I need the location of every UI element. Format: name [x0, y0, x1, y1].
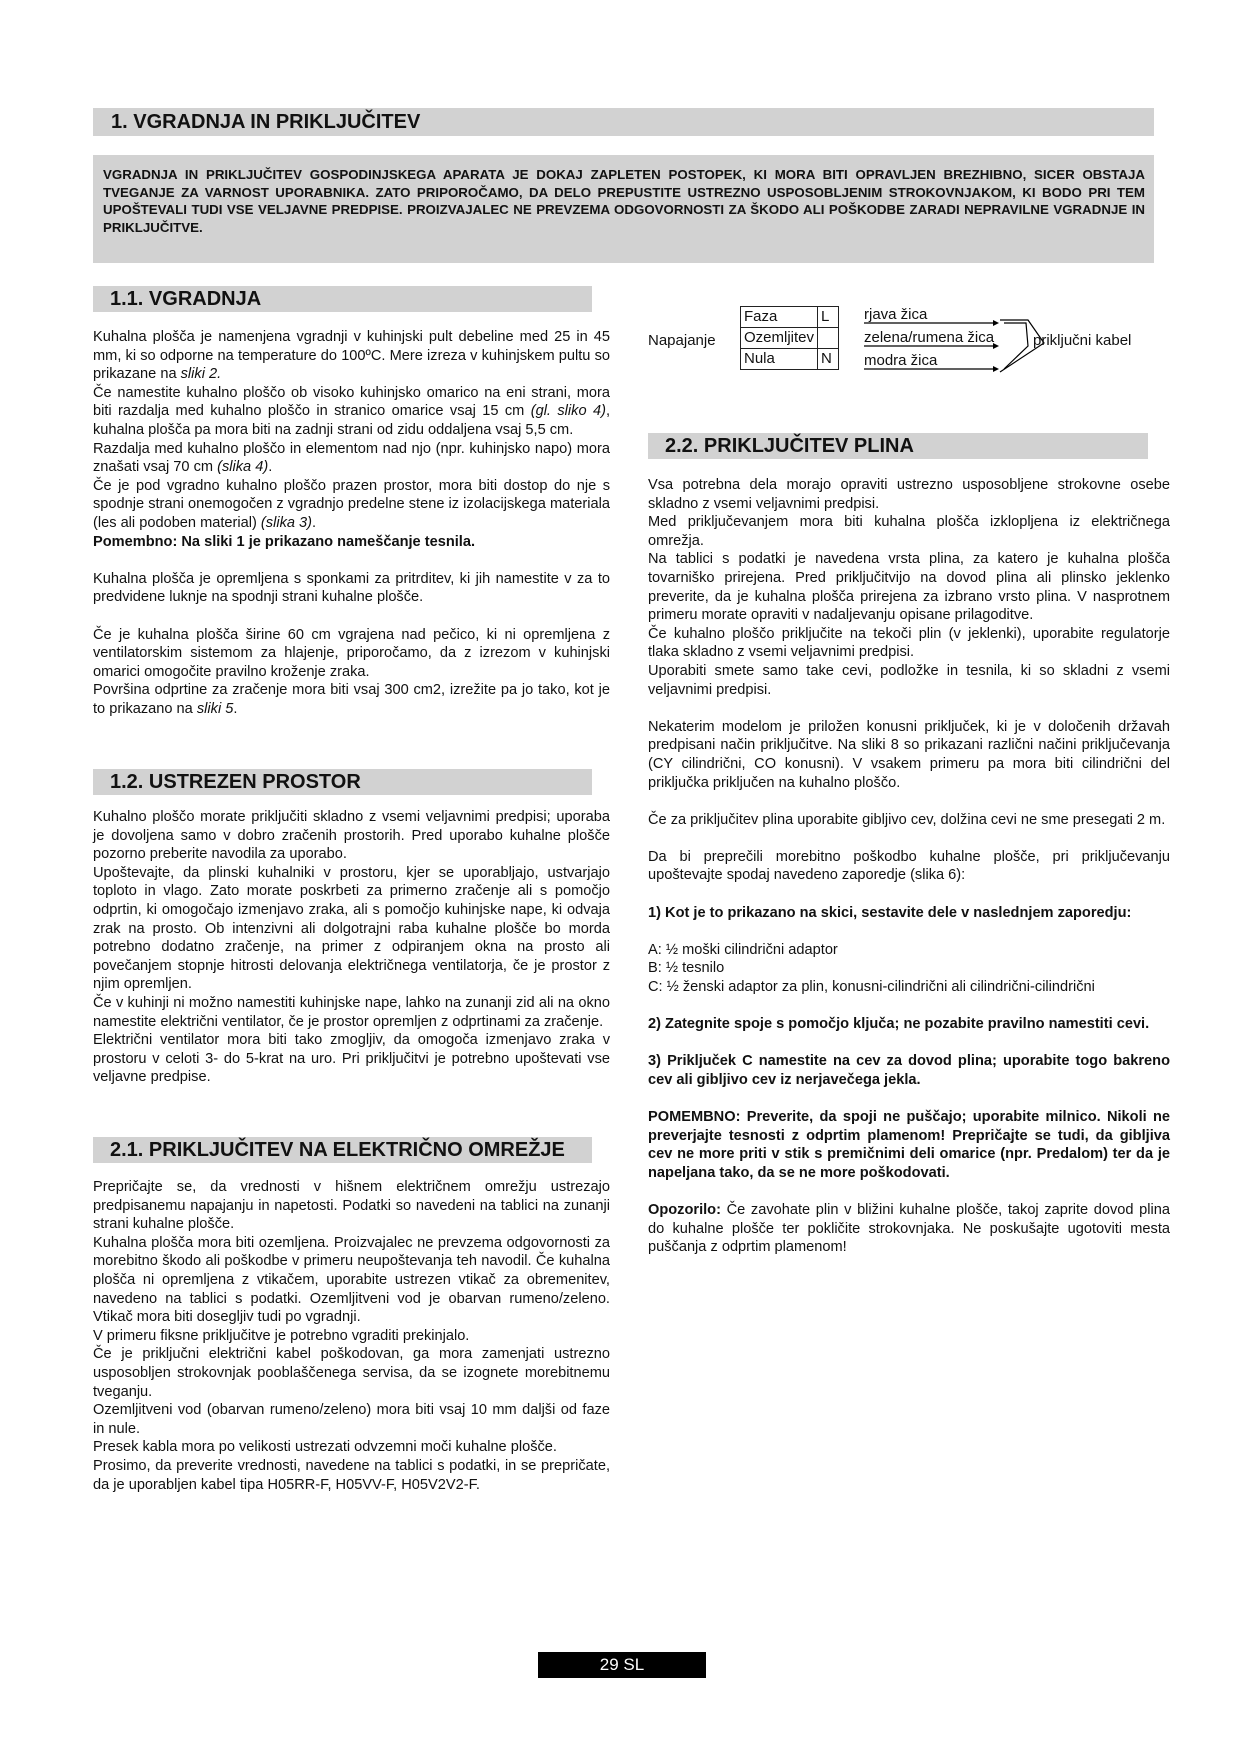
- terminal-code: [818, 328, 839, 349]
- paragraph: Površina odprtine za zračenje mora biti vsaj 300 cm2, izrežite pa jo tako, kot je to prikazano na sliki 5.: [93, 682, 610, 717]
- page-number: 29 SL: [538, 1652, 706, 1678]
- part-c: C: ½ ženski adaptor za plin, konusni-cilindrični ali cilindrični-cilindrični: [648, 979, 1095, 996]
- wiring-diagram: [648, 306, 1168, 378]
- important-note: POMEMBNO: Preverite, da spoji ne puščajo; uporabite milnico. Nikoli ne preverjajte tesnosti z odprtim plamenom! Prepričajte se tudi, da gibljiva cev ne more priti v stik s premičnimi deli omarice (npr. Predalom) ter da je napeljana tako, da se ne more poškodovati.: [648, 1109, 1170, 1181]
- paragraph: Prepričajte se, da vrednosti v hišnem električnem omrežju ustrezajo predpisanemu napajanju in napetosti. Podatki so navedeni na tablici na zunanji strani kuhalne plošče.: [93, 1179, 610, 1233]
- section-vgradnja-body: [93, 328, 610, 718]
- supply-label: Napajanje: [648, 332, 716, 349]
- paragraph: V primeru fiksne priključitve je potrebno vgraditi prekinjalo.: [93, 1327, 470, 1344]
- terminal-name: Nula: [741, 349, 818, 370]
- section-prostor-body: [93, 808, 610, 1087]
- section-plin-body: [648, 476, 1170, 1257]
- step-2: 2) Zategnite spoje s pomočjo ključa; ne pozabite pravilno namestiti cevi.: [648, 1016, 1150, 1033]
- terminal-name: Ozemljitev: [741, 328, 818, 349]
- cable-label: priključni kabel: [1033, 332, 1132, 349]
- important-note: Pomembno: Na sliki 1 je prikazano nameščanje tesnila.: [93, 533, 476, 550]
- paragraph: Kuhalno ploščo morate priključiti skladno z vsemi veljavnimi predpisi; uporaba je dovoljena samo v dobro zračenih prostorih. Pred uporabo kuhalne plošče pozorno preberite navodila za uporabo.: [93, 809, 610, 863]
- paragraph: Na tablici s podatki je navedena vrsta plina, za katero je kuhalna plošča tovarniško prirejena. Pred priključitvijo na dovod plina ali plinsko jeklenko preverite, da je kuhalna plošča prirejena za izbrano vrsto plina. V nasprotnem primeru morate opraviti v nadaljevanju opisane prilagoditve.: [648, 551, 1170, 624]
- section-elektricno-body: [93, 1178, 610, 1494]
- paragraph: Upoštevajte, da plinski kuhalniki v prostoru, kjer se uporabljajo, ustvarjajo toploto in vlago. Zato morate poskrbeti za primerno zračenje ali s pomočjo odprtin, ki omogočajo izmenjavo zraka, ali s pomočjo kuhinjske nape, ki odvaja zrak na prosto. Ob intenzivni ali dolgotrajni raba kuhalne plošče bo morda potrebno dodatno zračenje, na primer z odpiranjem okna na prosto ali povečanjem stopnje hitrosti delovanja električnega ventilatorja, če je prostor z njim opremljen.: [93, 864, 610, 993]
- terminal-row: [741, 307, 839, 328]
- paragraph: Prosimo, da preverite vrednosti, navedene na tablici s podatki, in se prepričate, da je uporabljen kabel tipa H05RR-F, H05VV-F, H05V2V2-F.: [93, 1457, 610, 1493]
- paragraph: Kuhalna plošča je opremljena s sponkami za pritrditev, ki jih namestite v za to predvidene luknje na spodnji strani kuhalne plošče.: [93, 570, 610, 606]
- wire-label: modra žica: [864, 352, 938, 369]
- section-title-prikljucitev-plina: 2.2. PRIKLJUČITEV PLINA: [648, 433, 1148, 459]
- part-b: B: ½ tesnilo: [648, 960, 725, 977]
- paragraph: Presek kabla mora po velikosti ustrezati odvzemni moči kuhalne plošče.: [93, 1439, 557, 1456]
- main-section-title: 1. VGRADNJA IN PRIKLJUČITEV: [93, 108, 1154, 136]
- paragraph: Če kuhalno ploščo priključite na tekoči plin (v jeklenki), uporabite regulatorje tlaka skladno z vsemi veljavnimi predpisi.: [648, 625, 1170, 661]
- paragraph: Če je kuhalna plošča širine 60 cm vgrajena nad pečico, ki ni opremljena z ventilatorskim sistemom za hlajenje, priporočamo, da z izrezom v kuhinjski omarici omogočite pravilno kroženje zraka.: [93, 626, 610, 680]
- paragraph: Razdalja med kuhalno ploščo in elementom nad njo (npr. kuhinjsko napo) mora znašati vsaj 70 cm (slika 4).: [93, 440, 610, 476]
- paragraph: Vsa potrebna dela morajo opraviti ustrezno usposobljene strokovne osebe skladno z vsemi veljavnimi predpisi.: [648, 477, 1170, 512]
- step-3: 3) Priključek C namestite na cev za dovod plina; uporabite togo bakreno cev ali gibljivo cev iz nerjavečega jekla.: [648, 1053, 1170, 1088]
- paragraph: Ozemljitveni vod (obarvan rumeno/zeleno) mora biti vsaj 10 mm daljši od faze in nule.: [93, 1402, 610, 1437]
- paragraph: Nekaterim modelom je priložen konusni priključek, ki je v določenih državah predpisani način priključitve. Na sliki 8 so prikazani različni načini priključevanja (CY cilindrični, CO konusni). V vsakem primeru pa mora biti cilindrični del priključka priključen na kuhalno ploščo.: [648, 718, 1170, 791]
- section-title-ustrezen-prostor: 1.2. USTREZEN PROSTOR: [93, 769, 592, 795]
- step-1: 1) Kot je to prikazano na skici, sestavite dele v naslednjem zaporedju:: [648, 904, 1132, 921]
- paragraph: Če je priključni električni kabel poškodovan, ga mora zamenjati ustrezno usposobljen strokovnjak pooblaščenega servisa, da se izognete morebitnemu tveganju.: [93, 1346, 610, 1400]
- section-title-elektricno-omrezje: 2.1. PRIKLJUČITEV NA ELEKTRIČNO OMREŽJE: [93, 1137, 592, 1163]
- paragraph: Če namestite kuhalno ploščo ob visoko kuhinjsko omarico na eni strani, mora biti razdalja med kuhalno ploščo in stranico omarice vsaj 15 cm (gl. sliko 4), kuhalna plošča pa mora biti na zadnji strani od zidu oddaljena vsaj 5,5 cm.: [93, 384, 610, 438]
- safety-warning-box: VGRADNJA IN PRIKLJUČITEV GOSPODINJSKEGA APARATA JE DOKAJ ZAPLETEN POSTOPEK, KI MORA BITI OPRAVLJEN BREZHIBNO, SICER OBSTAJA TVEGANJE ZA VARNOST UPORABNIKA. ZATO PRIPOROČAMO, DA DELO PREPUSTITE USTREZNO USPOSOBLJENIM STROKOVNJAKOM, KI BODO PRI TEM UPOŠTEVALI TUDI VSE VELJAVNE PREDPISE. PROIZVAJALEC NE PREVZEMA ODGOVORNOSTI ZA ŠKODO ALI POŠKODBE ZARADI NEPRAVILNE VGRADNJE IN PRIKLJUČITVE.: [93, 155, 1154, 263]
- paragraph: Če za priključitev plina uporabite gibljivo cev, dolžina cevi ne sme presegati 2 m.: [648, 811, 1166, 828]
- terminal-row: [741, 349, 839, 370]
- wire-label: rjava žica: [864, 306, 928, 323]
- paragraph: Kuhalna plošča mora biti ozemljena. Proizvajalec ne prevzema odgovornosti za morebitno škodo ali poškodbe v primeru neupoštevanja teh navodil. Če kuhalna plošča ni opremljena z vtikačem, uporabite ustrezen vtikač za obremenitev, navedeno na tablici s podatki. Ozemljitveni vod je obarvan rumeno/zeleno. Vtikač mora biti dosegljiv tudi po vgradnji.: [93, 1234, 610, 1326]
- paragraph: Če v kuhinji ni možno namestiti kuhinjske nape, lahko na zunanji zid ali na okno namestite električni ventilator, če je prostor opremljen z odprtinami za zračenje.: [93, 994, 610, 1030]
- part-a: A: ½ moški cilindrični adaptor: [648, 941, 838, 958]
- paragraph: Uporabiti smete samo take cevi, podložke in tesnila, ki so skladni z vsemi veljavnimi predpisi.: [648, 662, 1170, 698]
- section-title-vgradnja: 1.1. VGRADNJA: [93, 286, 592, 312]
- paragraph: Med priključevanjem mora biti kuhalna plošča izklopljena iz električnega omrežja.: [648, 514, 1170, 549]
- paragraph: Če je pod vgradno kuhalno ploščo prazen prostor, mora biti dostop do nje s spodnje strani onemogočen z vgradnjo predelne stene iz izolacijskega materiala (les ali podoben material) (slika 3).: [93, 477, 610, 531]
- warning-note: Opozorilo: Če zavohate plin v bližini kuhalne plošče, takoj zaprite dovod plina do kuhalne plošče ter pokličite strokovnjaka. Ne poskušajte ugotoviti mesta puščanja z odprtim plamenom!: [648, 1202, 1170, 1256]
- paragraph: Da bi preprečili morebitno poškodbo kuhalne plošče, pri priključevanju upoštevajte spodaj navedeno zaporedje (slika 6):: [648, 848, 1170, 884]
- terminal-row: [741, 328, 839, 349]
- terminal-code: N: [818, 349, 839, 370]
- paragraph: Električni ventilator mora biti tako zmogljiv, da omogoča izmenjavo zraka v prostoru v celoti 3- do 5-krat na uro. Pri priključitvi je potrebno upoštevati vse veljavne predpise.: [93, 1032, 610, 1086]
- terminal-code: L: [818, 307, 839, 328]
- terminal-name: Faza: [741, 307, 818, 328]
- paragraph: Kuhalna plošča je namenjena vgradnji v kuhinjski pult debeline med 25 in 45 mm, ki so odporne na temperature do 100ºC. Mere izreza v kuhinjskem pultu so prikazane na sliki 2.: [93, 329, 610, 383]
- terminal-table: [740, 306, 839, 370]
- wire-label: zelena/rumena žica: [864, 329, 995, 346]
